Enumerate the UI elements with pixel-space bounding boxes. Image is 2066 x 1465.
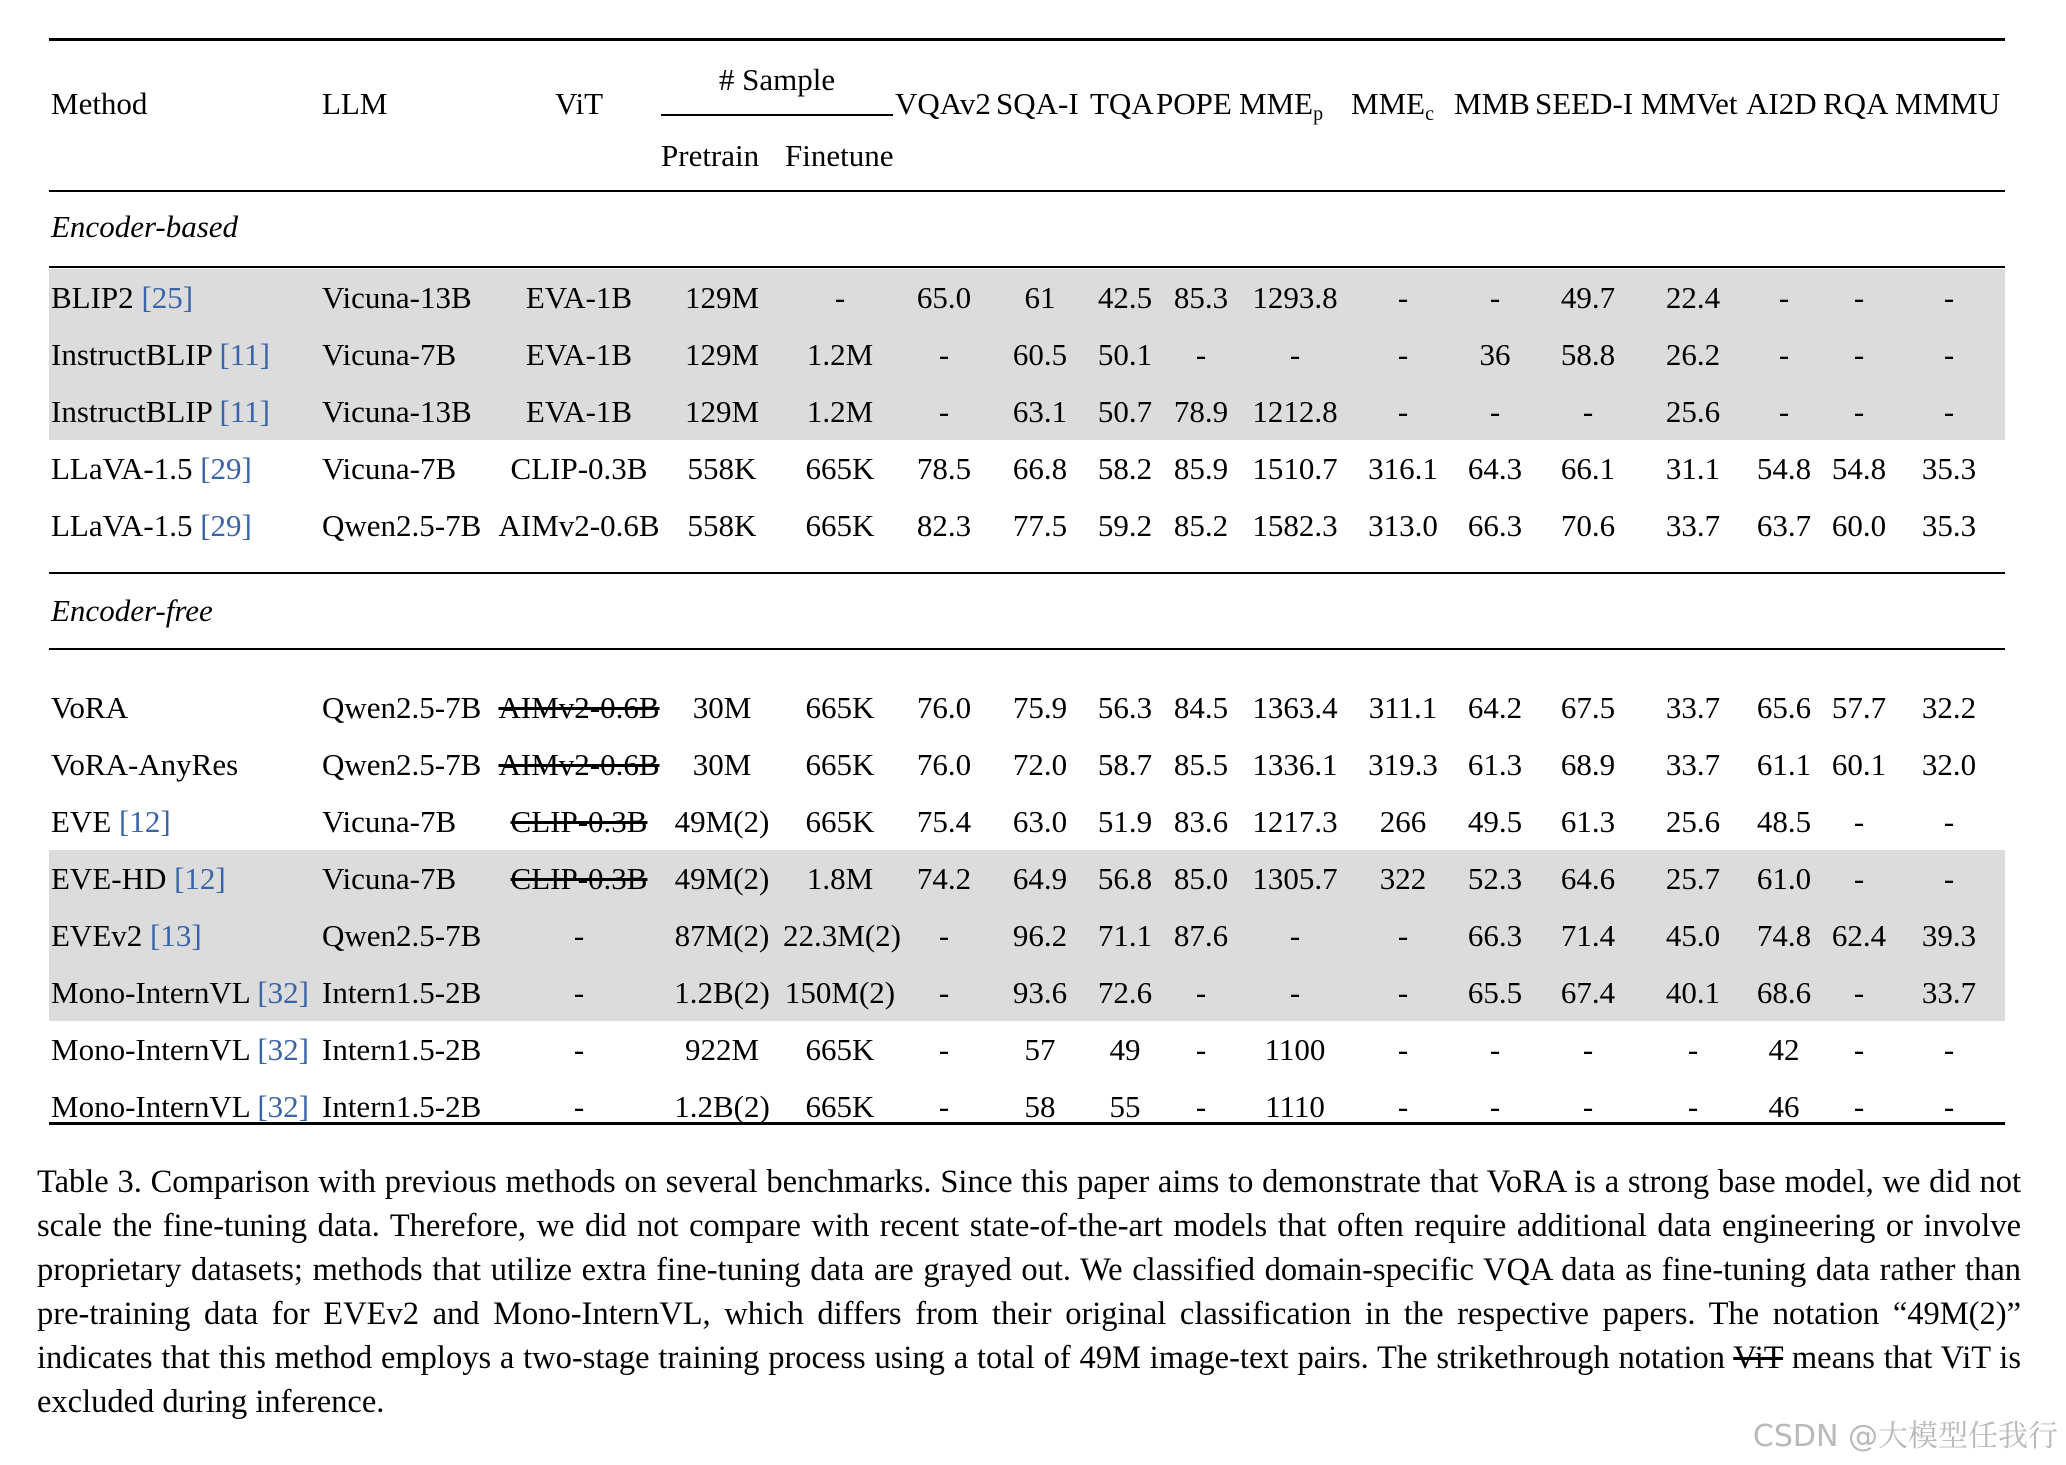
cell-sqai: 58 — [1024, 1089, 1056, 1124]
method-name: Mono-InternVL — [51, 1089, 250, 1124]
section-encoder-based: Encoder-based — [51, 209, 239, 244]
cell-seedi: 68.9 — [1560, 747, 1616, 782]
cell-rqa: 62.4 — [1831, 918, 1887, 953]
section-rule-1 — [49, 266, 2005, 268]
cell-finetune: 1.2M — [806, 394, 874, 429]
cell-method — [51, 1078, 321, 1135]
header-sample: # Sample — [718, 62, 836, 97]
header-mmep — [1239, 86, 1323, 126]
cell-llm: Vicuna-7B — [322, 861, 457, 896]
cell-llm: Vicuna-7B — [322, 804, 457, 839]
table-row — [49, 793, 2005, 850]
cell-tqa: 50.7 — [1097, 394, 1153, 429]
cell-mmvet: 33.7 — [1665, 690, 1721, 725]
cell-sqai: 64.9 — [1012, 861, 1068, 896]
table-row — [49, 907, 2005, 964]
cell-mmec: 316.1 — [1368, 451, 1438, 486]
cell-vqav2: - — [938, 337, 950, 372]
cell-pope: 83.6 — [1173, 804, 1229, 839]
cell-tqa: 50.1 — [1097, 337, 1153, 372]
header-mmec-sub: c — [1425, 103, 1434, 125]
citation-link[interactable]: [11] — [219, 337, 270, 372]
header-mmec-base: MME — [1351, 86, 1426, 121]
cell-pope: - — [1195, 1032, 1207, 1067]
cell-llm: Intern1.5-2B — [322, 1089, 482, 1124]
cell-vit: EVA-1B — [525, 337, 633, 372]
citation-link[interactable]: [12] — [119, 804, 171, 839]
header-seedi: SEED-I — [1535, 86, 1634, 121]
cell-mmb: - — [1489, 280, 1501, 315]
cell-tqa: 59.2 — [1097, 508, 1153, 543]
cell-mmep: 1363.4 — [1252, 690, 1338, 725]
header-vqav2: VQAv2 — [895, 86, 991, 121]
cell-pretrain: 558K — [687, 451, 757, 486]
cell-pretrain: 558K — [687, 508, 757, 543]
cell-ai2d: 42 — [1768, 1032, 1800, 1067]
cell-mmec: - — [1397, 975, 1409, 1010]
header-mmvet: MMVet — [1641, 86, 1738, 121]
cell-sqai: 63.0 — [1012, 804, 1068, 839]
method-name: EVEv2 — [51, 918, 143, 953]
cell-mmvet: 22.4 — [1665, 280, 1721, 315]
cell-mmvet: - — [1687, 1089, 1699, 1124]
cell-sqai: 61 — [1024, 280, 1056, 315]
cell-seedi: - — [1582, 394, 1594, 429]
table-row — [49, 679, 2005, 736]
cell-vit: - — [573, 1089, 585, 1124]
cell-mmec: - — [1397, 337, 1409, 372]
cell-mmmu: - — [1943, 280, 1955, 315]
cell-ai2d: 74.8 — [1756, 918, 1812, 953]
cell-ai2d: - — [1778, 337, 1790, 372]
cell-mmec: - — [1397, 918, 1409, 953]
cell-ai2d: - — [1778, 394, 1790, 429]
cell-tqa: 42.5 — [1097, 280, 1153, 315]
cell-finetune: 1.2M — [806, 337, 874, 372]
cell-llm: Vicuna-7B — [322, 451, 457, 486]
header-tqa: TQA — [1090, 86, 1154, 121]
cell-finetune: - — [834, 280, 846, 315]
cell-mmep: 1100 — [1264, 1032, 1326, 1067]
cell-ai2d: - — [1778, 280, 1790, 315]
cell-seedi: - — [1582, 1032, 1594, 1067]
cell-mmmu: 35.3 — [1921, 508, 1977, 543]
section-encoder-free: Encoder-free — [51, 593, 213, 628]
cell-mmep: 1110 — [1265, 1089, 1325, 1124]
cell-mmvet: 31.1 — [1665, 451, 1721, 486]
cell-method — [51, 964, 321, 1021]
table-row — [49, 497, 2005, 554]
cell-mmvet: 40.1 — [1665, 975, 1721, 1010]
cell-method — [51, 383, 321, 440]
cell-vqav2: - — [938, 918, 950, 953]
cell-mmvet: 25.7 — [1665, 861, 1721, 896]
cell-llm: Qwen2.5-7B — [322, 918, 482, 953]
cell-mmvet: 33.7 — [1665, 747, 1721, 782]
cell-mmb: 61.3 — [1467, 747, 1523, 782]
cell-vit: CLIP-0.3B — [510, 451, 648, 486]
caption-text-1: Table 3. Comparison with previous methods on several benchmarks. Since this paper aims to demonstrate that VoRA is a strong base model, we did not scale the fine-tuning data. Therefore, we did not compare with recent state-of-the-art models that often require additional data engineering or involve proprietary datasets; methods that utilize extra fine-tuning data are grayed out. We classified domain-specific VQA data as fine-tuning data rather than pre-training data for EVEv2 and Mono-InternVL, which differs from their original classification in the respective papers. The notation “49M(2)” indicates that this method employs a two-stage training process using a total of 49M image-text pairs. The strikethrough notation — [37, 1164, 2021, 1376]
cell-rqa: - — [1853, 975, 1865, 1010]
cell-pope: 87.6 — [1173, 918, 1229, 953]
cell-pretrain: 49M(2) — [674, 861, 770, 896]
cell-vqav2: - — [938, 975, 950, 1010]
method-name: Mono-InternVL — [51, 1032, 250, 1067]
cell-rqa: - — [1853, 280, 1865, 315]
method-name: BLIP2 — [51, 280, 134, 315]
header-finetune: Finetune — [785, 138, 894, 173]
cell-mmb: 49.5 — [1467, 804, 1523, 839]
cell-seedi: 67.4 — [1560, 975, 1616, 1010]
cell-sqai: 57 — [1024, 1032, 1056, 1067]
cell-llm: Vicuna-13B — [322, 394, 472, 429]
cell-mmec: - — [1397, 1089, 1409, 1124]
cell-pretrain: 49M(2) — [674, 804, 770, 839]
cell-sqai: 75.9 — [1012, 690, 1068, 725]
citation-link[interactable]: [32] — [257, 975, 309, 1010]
cell-rqa: 57.7 — [1831, 690, 1887, 725]
cell-mmmu: - — [1943, 1032, 1955, 1067]
cell-pretrain: 30M — [692, 690, 752, 725]
cell-sqai: 93.6 — [1012, 975, 1068, 1010]
cell-mmec: 313.0 — [1368, 508, 1438, 543]
cell-pretrain: 1.2B(2) — [674, 1089, 770, 1124]
cell-mmmu: - — [1943, 1089, 1955, 1124]
cell-sqai: 63.1 — [1012, 394, 1068, 429]
cell-vit: AIMv2-0.6B — [498, 747, 660, 782]
cell-method — [51, 793, 321, 850]
cell-rqa: - — [1853, 804, 1865, 839]
cell-mmep: - — [1289, 337, 1301, 372]
cell-finetune: 150M(2) — [784, 975, 896, 1010]
cell-mmb: 52.3 — [1467, 861, 1523, 896]
table-row — [49, 964, 2005, 1021]
header-llm: LLM — [322, 86, 388, 121]
sample-group-rule — [661, 114, 893, 116]
top-rule — [49, 38, 2005, 41]
cell-mmec: 311.1 — [1368, 690, 1438, 725]
cell-llm: Qwen2.5-7B — [322, 747, 482, 782]
watermark: CSDN @大模型任我行 — [1752, 1419, 2058, 1454]
cell-seedi: 49.7 — [1560, 280, 1616, 315]
cell-mmec: - — [1397, 1032, 1409, 1067]
section-rule-2 — [49, 648, 2005, 650]
cell-mmb: 64.3 — [1467, 451, 1523, 486]
cell-finetune: 665K — [805, 508, 875, 543]
cell-mmmu: - — [1943, 337, 1955, 372]
cell-mmmu: - — [1943, 804, 1955, 839]
table-row — [49, 1078, 2005, 1135]
cell-mmmu: 35.3 — [1921, 451, 1977, 486]
cell-ai2d: 54.8 — [1756, 451, 1812, 486]
method-name: InstructBLIP — [51, 337, 212, 372]
cell-pope: - — [1195, 337, 1207, 372]
cell-sqai: 96.2 — [1012, 918, 1068, 953]
cell-rqa: - — [1853, 1089, 1865, 1124]
citation-link[interactable]: [25] — [141, 280, 194, 315]
cell-method — [51, 679, 321, 736]
cell-vit: EVA-1B — [525, 394, 633, 429]
cell-vqav2: 75.4 — [916, 804, 972, 839]
method-name: EVE-HD — [51, 861, 167, 896]
cell-finetune: 665K — [805, 804, 875, 839]
cell-vqav2: 82.3 — [916, 508, 972, 543]
cell-sqai: 77.5 — [1012, 508, 1068, 543]
cell-mmep: 1336.1 — [1252, 747, 1338, 782]
cell-llm: Qwen2.5-7B — [322, 508, 482, 543]
cell-method — [51, 497, 321, 554]
cell-finetune: 665K — [805, 1032, 875, 1067]
cell-mmmu: - — [1943, 861, 1955, 896]
cell-seedi: 61.3 — [1560, 804, 1616, 839]
cell-mmec: - — [1397, 280, 1409, 315]
cell-method — [51, 326, 321, 383]
cell-mmvet: 33.7 — [1665, 508, 1721, 543]
cell-tqa: 56.3 — [1097, 690, 1153, 725]
cell-mmmu: 32.0 — [1921, 747, 1977, 782]
table-row — [49, 1021, 2005, 1078]
cell-ai2d: 46 — [1768, 1089, 1800, 1124]
cell-mmb: 36 — [1479, 337, 1511, 372]
cell-ai2d: 65.6 — [1756, 690, 1812, 725]
cell-seedi: 70.6 — [1560, 508, 1616, 543]
cell-vqav2: - — [938, 1089, 950, 1124]
cell-llm: Intern1.5-2B — [322, 975, 482, 1010]
cell-method — [51, 850, 321, 907]
cell-tqa: 72.6 — [1097, 975, 1153, 1010]
cell-tqa: 55 — [1109, 1089, 1141, 1124]
table-caption — [37, 1160, 2021, 1424]
cell-sqai: 72.0 — [1012, 747, 1068, 782]
cell-mmec: 322 — [1379, 861, 1427, 896]
cell-method — [51, 907, 321, 964]
cell-pretrain: 1.2B(2) — [674, 975, 770, 1010]
method-name: LLaVA-1.5 — [51, 508, 193, 543]
cell-sqai: 66.8 — [1012, 451, 1068, 486]
group-separator-rule — [49, 572, 2005, 574]
citation-link[interactable]: [29] — [200, 451, 252, 486]
method-name: VoRA — [51, 690, 128, 725]
cell-ai2d: 48.5 — [1756, 804, 1812, 839]
cell-pretrain: 30M — [692, 747, 752, 782]
cell-mmep: - — [1289, 975, 1301, 1010]
cell-seedi: - — [1582, 1089, 1594, 1124]
cell-ai2d: 61.0 — [1756, 861, 1812, 896]
cell-pretrain: 129M — [684, 337, 760, 372]
cell-mmep: 1293.8 — [1252, 280, 1338, 315]
cell-seedi: 58.8 — [1560, 337, 1616, 372]
cell-rqa: 54.8 — [1831, 451, 1887, 486]
cell-vqav2: 78.5 — [916, 451, 972, 486]
cell-vit: - — [573, 918, 585, 953]
cell-vqav2: - — [938, 1032, 950, 1067]
cell-vqav2: 76.0 — [916, 747, 972, 782]
cell-vit: AIMv2-0.6B — [498, 508, 660, 543]
header-ai2d: AI2D — [1746, 86, 1817, 121]
cell-pope: 85.5 — [1173, 747, 1229, 782]
method-name: Mono-InternVL — [51, 975, 250, 1010]
cell-finetune: 22.3M(2) — [783, 918, 901, 953]
cell-tqa: 56.8 — [1097, 861, 1153, 896]
cell-seedi: 67.5 — [1560, 690, 1616, 725]
header-method: Method — [51, 86, 148, 121]
cell-pope: - — [1195, 975, 1207, 1010]
caption-paragraph — [37, 1160, 2021, 1424]
citation-link[interactable]: [12] — [174, 861, 226, 896]
cell-finetune: 665K — [805, 690, 875, 725]
cell-tqa: 49 — [1109, 1032, 1141, 1067]
cell-vqav2: 74.2 — [916, 861, 972, 896]
method-name: InstructBLIP — [51, 394, 212, 429]
cell-finetune: 1.8M — [806, 861, 874, 896]
cell-vit: CLIP-0.3B — [510, 804, 648, 839]
cell-mmmu: 33.7 — [1921, 975, 1977, 1010]
cell-rqa: - — [1853, 337, 1865, 372]
method-name: LLaVA-1.5 — [51, 451, 193, 486]
cell-ai2d: 63.7 — [1756, 508, 1812, 543]
cell-pope: 85.3 — [1173, 280, 1229, 315]
caption-text-2: means that ViT is excluded during inference. — [37, 1340, 2021, 1420]
cell-vqav2: 65.0 — [916, 280, 972, 315]
caption-strike-word: ViT — [1733, 1340, 1784, 1376]
cell-vit: - — [573, 975, 585, 1010]
cell-method — [51, 269, 321, 326]
header-vit: ViT — [554, 86, 604, 121]
header-rqa: RQA — [1823, 86, 1889, 121]
cell-rqa: - — [1853, 1032, 1865, 1067]
cell-mmvet: 26.2 — [1665, 337, 1721, 372]
cell-mmmu: - — [1943, 394, 1955, 429]
table-row — [49, 736, 2005, 793]
cell-pretrain: 922M — [684, 1032, 760, 1067]
table-row — [49, 326, 2005, 383]
cell-ai2d: 68.6 — [1756, 975, 1812, 1010]
cell-llm: Intern1.5-2B — [322, 1032, 482, 1067]
cell-pretrain: 129M — [684, 394, 760, 429]
cell-rqa: 60.0 — [1831, 508, 1887, 543]
method-name: EVE — [51, 804, 112, 839]
cell-pope: 85.9 — [1173, 451, 1229, 486]
cell-mmvet: 25.6 — [1665, 804, 1721, 839]
cell-vit: AIMv2-0.6B — [498, 690, 660, 725]
cell-seedi: 66.1 — [1560, 451, 1616, 486]
cell-pope: - — [1195, 1089, 1207, 1124]
cell-mmvet: 25.6 — [1665, 394, 1721, 429]
cell-ai2d: 61.1 — [1756, 747, 1812, 782]
header-mmec — [1351, 86, 1434, 126]
cell-mmep: - — [1289, 918, 1301, 953]
cell-mmb: - — [1489, 1089, 1501, 1124]
cell-rqa: 60.1 — [1831, 747, 1887, 782]
cell-llm: Vicuna-13B — [322, 280, 472, 315]
cell-mmb: 66.3 — [1467, 508, 1523, 543]
cell-mmep: 1212.8 — [1252, 394, 1338, 429]
citation-link[interactable]: [29] — [200, 508, 252, 543]
header-mmmu: MMMU — [1895, 86, 2001, 121]
cell-mmvet: - — [1687, 1032, 1699, 1067]
cell-finetune: 665K — [805, 451, 875, 486]
cell-llm: Vicuna-7B — [322, 337, 457, 372]
header-pretrain: Pretrain — [661, 138, 760, 173]
header-mmep-base: MME — [1239, 86, 1314, 121]
cell-mmmu: 39.3 — [1921, 918, 1977, 953]
cell-method — [51, 440, 321, 497]
cell-mmep: 1582.3 — [1252, 508, 1338, 543]
cell-mmb: 66.3 — [1467, 918, 1523, 953]
cell-llm: Qwen2.5-7B — [322, 690, 482, 725]
cell-vqav2: 76.0 — [916, 690, 972, 725]
cell-pope: 78.9 — [1173, 394, 1229, 429]
cell-pope: 85.0 — [1173, 861, 1229, 896]
table-row — [49, 269, 2005, 326]
cell-pope: 85.2 — [1173, 508, 1229, 543]
cell-tqa: 71.1 — [1097, 918, 1153, 953]
cell-seedi: 71.4 — [1560, 918, 1616, 953]
cell-pretrain: 87M(2) — [674, 918, 770, 953]
cell-pretrain: 129M — [684, 280, 760, 315]
citation-link[interactable]: [32] — [257, 1032, 309, 1067]
table-row — [49, 850, 2005, 907]
cell-rqa: - — [1853, 861, 1865, 896]
cell-vqav2: - — [938, 394, 950, 429]
cell-mmb: 64.2 — [1467, 690, 1523, 725]
cell-mmep: 1510.7 — [1252, 451, 1338, 486]
cell-vit: - — [573, 1032, 585, 1067]
cell-tqa: 58.2 — [1097, 451, 1153, 486]
header-pope: POPE — [1156, 86, 1232, 121]
cell-rqa: - — [1853, 394, 1865, 429]
header-mmb: MMB — [1454, 86, 1530, 121]
table-row — [49, 440, 2005, 497]
cell-mmb: - — [1489, 1032, 1501, 1067]
cell-mmb: 65.5 — [1467, 975, 1523, 1010]
cell-mmec: - — [1397, 394, 1409, 429]
header-mmep-sub: p — [1313, 103, 1324, 125]
cell-sqai: 60.5 — [1012, 337, 1068, 372]
cell-seedi: 64.6 — [1560, 861, 1616, 896]
cell-pope: 84.5 — [1173, 690, 1229, 725]
citation-link[interactable]: [13] — [150, 918, 202, 953]
cell-method — [51, 1021, 321, 1078]
cell-mmb: - — [1489, 394, 1501, 429]
cell-method — [51, 736, 321, 793]
header-bottom-rule — [49, 190, 2005, 192]
cell-vit: CLIP-0.3B — [510, 861, 648, 896]
cell-mmep: 1305.7 — [1252, 861, 1338, 896]
cell-mmep: 1217.3 — [1252, 804, 1338, 839]
header-sqai: SQA-I — [996, 86, 1079, 121]
table-row — [49, 383, 2005, 440]
method-name: VoRA-AnyRes — [51, 747, 239, 782]
cell-mmvet: 45.0 — [1665, 918, 1721, 953]
cell-vit: EVA-1B — [525, 280, 633, 315]
cell-tqa: 58.7 — [1097, 747, 1153, 782]
cell-mmmu: 32.2 — [1921, 690, 1977, 725]
cell-finetune: 665K — [805, 1089, 875, 1124]
cell-mmec: 319.3 — [1368, 747, 1438, 782]
cell-finetune: 665K — [805, 747, 875, 782]
citation-link[interactable]: [11] — [219, 394, 270, 429]
cell-tqa: 51.9 — [1097, 804, 1153, 839]
cell-mmec: 266 — [1379, 804, 1427, 839]
citation-link[interactable]: [32] — [257, 1089, 309, 1124]
